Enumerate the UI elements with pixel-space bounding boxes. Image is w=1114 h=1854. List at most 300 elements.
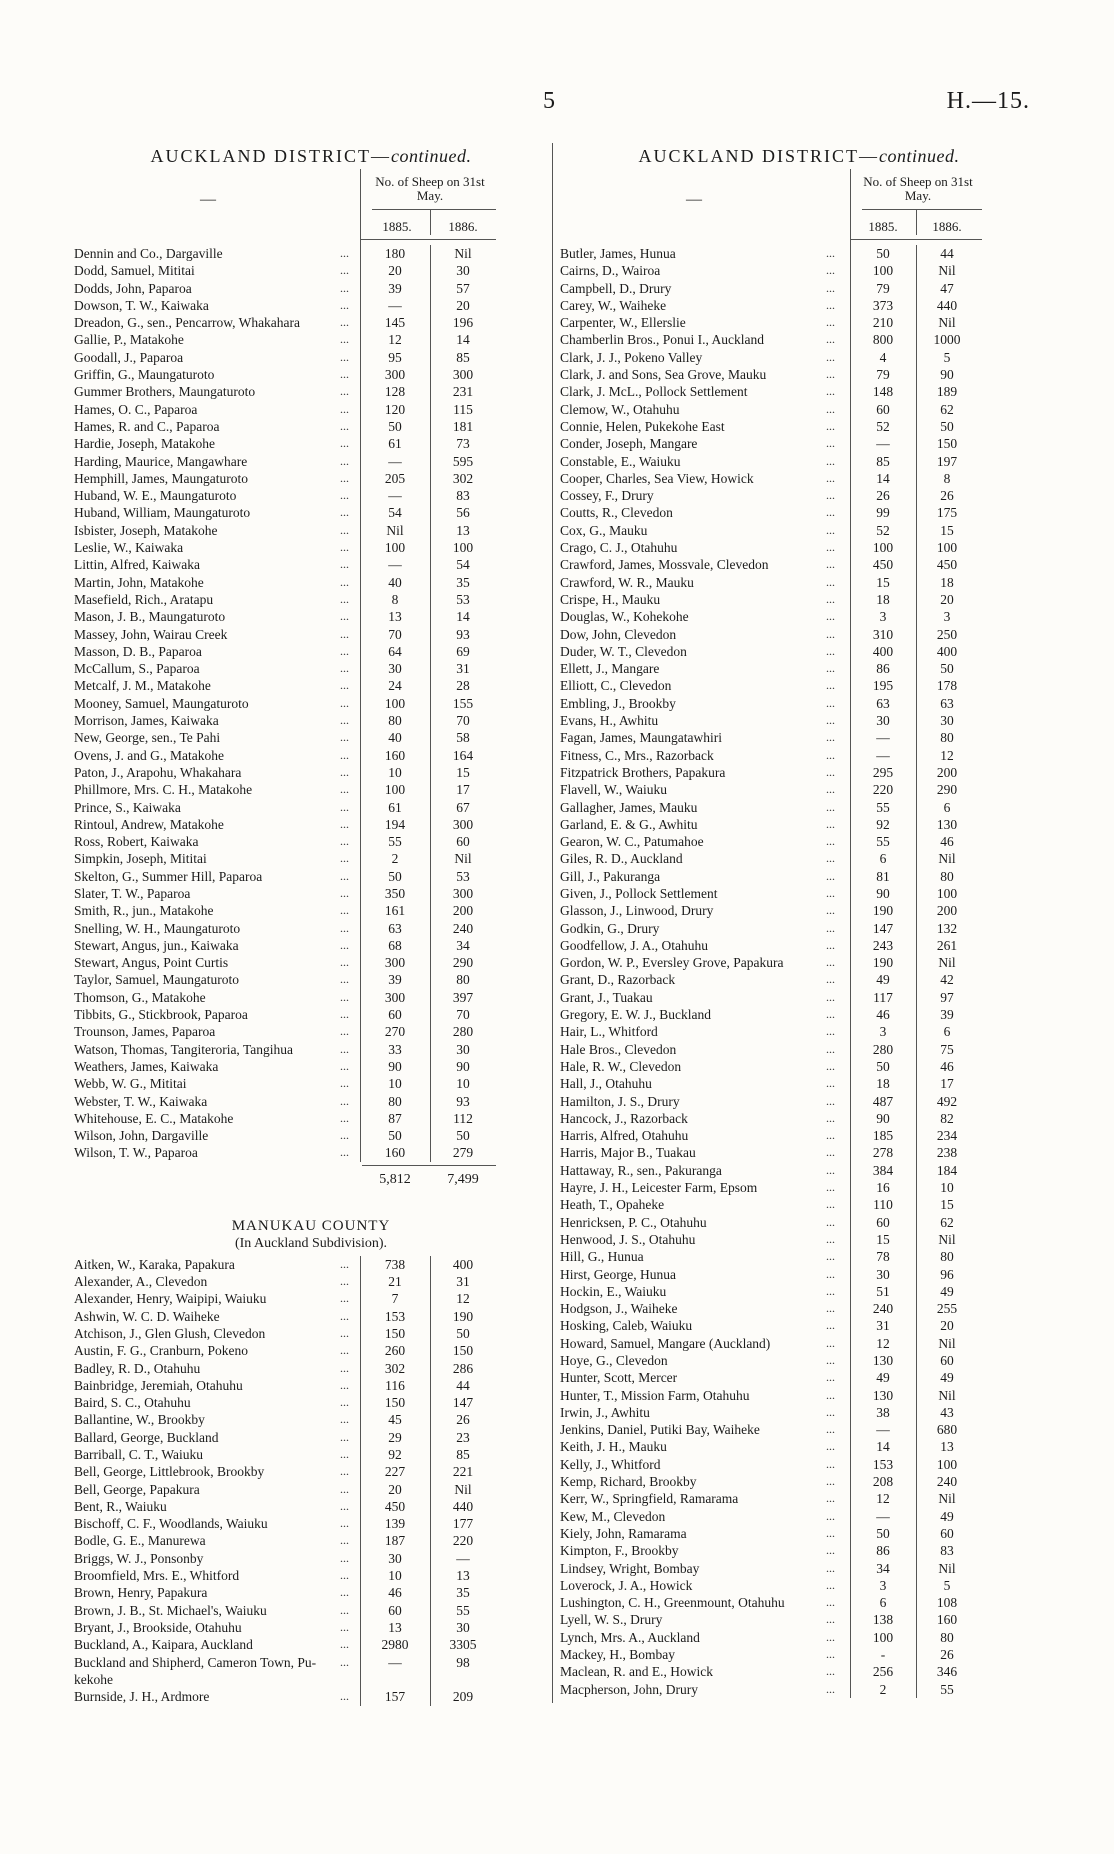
sheep-1885: 240: [872, 1301, 894, 1317]
sheep-1885: 14: [876, 470, 890, 486]
sheep-1885: 161: [384, 903, 406, 919]
leader-dots: ...: [826, 695, 835, 710]
leader-dots: ...: [826, 1560, 835, 1575]
sheep-1886: 302: [452, 470, 474, 486]
sheep-1886: 49: [940, 1370, 954, 1386]
owner-name: Weathers, James, Kaiwaka: [74, 1058, 219, 1074]
owner-name: Gordon, W. P., Eversley Grove, Papakura: [560, 955, 784, 971]
leader-dots: ...: [826, 505, 835, 520]
leader-dots: ...: [340, 1498, 349, 1513]
sheep-1886: 10: [456, 1076, 470, 1092]
totals-row: [74, 1162, 548, 1194]
owner-name: Goodfellow, J. A., Otahuhu: [560, 937, 708, 953]
sheep-1886: 30: [456, 263, 470, 279]
owner-name: Clark, J. McL., Pollock Settlement: [560, 384, 748, 400]
sheep-1885: 2: [879, 1681, 887, 1697]
sheep-1886: 28: [456, 678, 470, 694]
leader-dots: ...: [340, 626, 349, 641]
sheep-1886: 17: [456, 782, 470, 798]
sheep-1885: 280: [872, 1041, 894, 1057]
owner-name: Given, J., Pollock Settlement: [560, 885, 718, 901]
sheep-1886: 83: [456, 488, 470, 504]
owner-name: Conder, Joseph, Mangare: [560, 436, 698, 452]
owner-name: Webb, W. G., Mititai: [74, 1076, 187, 1092]
sheep-1886: 15: [940, 522, 954, 538]
right-column: [560, 143, 1038, 1698]
sheep-1885: 243: [872, 937, 894, 953]
leader-dots: ...: [340, 609, 349, 624]
owner-name: Hosking, Caleb, Waiuku: [560, 1318, 693, 1334]
sheep-1885: 90: [388, 1058, 402, 1074]
table-row: [560, 989, 1038, 1006]
owner-name: Taylor, Samuel, Maungaturoto: [74, 972, 239, 988]
sheep-1886: 178: [936, 678, 958, 694]
sheep-1886: 115: [453, 401, 473, 417]
leader-dots: ...: [826, 522, 835, 537]
sheep-1886: 279: [452, 1145, 474, 1161]
sheep-1885: —: [876, 1422, 890, 1438]
sheep-1886: 53: [456, 868, 470, 884]
owner-name: Whitehouse, E. C., Matakohe: [74, 1110, 234, 1126]
sheep-1886: 20: [456, 297, 470, 313]
header-left-border: [360, 169, 361, 245]
table-row: [560, 971, 1038, 988]
table-row: [560, 1058, 1038, 1075]
table-row: [560, 401, 1038, 418]
owner-name: Aitken, W., Karaka, Papakura: [74, 1256, 235, 1272]
sheep-1885: 60: [876, 401, 890, 417]
table-row: [560, 833, 1038, 850]
owner-name: Crispe, H., Mauku: [560, 591, 661, 607]
table-row: [560, 1248, 1038, 1265]
leader-dots: ...: [826, 1647, 835, 1662]
owner-name: Hoye, G., Clevedon: [560, 1353, 668, 1368]
sheep-1886: 46: [940, 1058, 954, 1074]
sheep-1886: 100: [936, 885, 958, 901]
sheep-1886: 56: [456, 505, 470, 521]
leader-dots: ...: [340, 1550, 349, 1565]
sheep-1885: —: [388, 557, 402, 573]
owner-name: Bell, George, Papakura: [74, 1481, 200, 1497]
table-row: [74, 1515, 548, 1532]
table-row: [560, 712, 1038, 729]
leader-dots: ...: [826, 1422, 835, 1437]
sheep-1885: 800: [872, 332, 894, 348]
sheep-1885: 90: [876, 1110, 890, 1126]
table-row: [74, 1041, 548, 1058]
count-title: No. of Sheep on 31st May.: [863, 174, 973, 203]
owner-name: Briggs, W. J., Ponsonby: [74, 1550, 204, 1566]
owner-name: Ashwin, W. C. D. Waiheke: [74, 1308, 220, 1324]
sheep-1886: Nil: [454, 1481, 472, 1497]
table-row: [74, 833, 548, 850]
leader-dots: ...: [340, 1619, 349, 1634]
leader-dots: ...: [826, 747, 835, 762]
sheep-1885: 51: [876, 1283, 890, 1299]
leader-dots: ...: [340, 1291, 349, 1306]
leader-dots: ...: [340, 713, 349, 728]
name-column-header: —: [686, 191, 702, 208]
sheep-1885: 153: [384, 1308, 406, 1324]
table-row: [74, 1394, 548, 1411]
owner-name: Chamberlin Bros., Ponui I., Auckland: [560, 332, 764, 348]
sheep-1885: 270: [384, 1024, 406, 1040]
leader-dots: ...: [826, 436, 835, 451]
owner-name: Constable, E., Waiuku: [560, 453, 681, 469]
leader-dots: ...: [826, 1456, 835, 1471]
sheep-1886: 6: [943, 799, 951, 815]
owner-name: Loverock, J. A., Howick: [560, 1577, 693, 1593]
sheep-1885: 148: [872, 384, 894, 400]
table-row: [560, 1110, 1038, 1127]
leader-dots: ...: [826, 1110, 835, 1125]
owner-name: Glasson, J., Linwood, Drury: [560, 903, 714, 919]
owner-name: Garland, E. & G., Awhitu: [560, 816, 698, 832]
sheep-1886: 255: [936, 1301, 958, 1317]
sheep-1885: 130: [872, 1387, 894, 1403]
sheep-1886: 492: [936, 1093, 958, 1109]
leader-dots: ...: [826, 1024, 835, 1039]
sheep-1886: 93: [456, 1093, 470, 1109]
table-row: [560, 626, 1038, 643]
owner-name: Henricksen, P. C., Otahuhu: [560, 1214, 707, 1230]
table-row: [74, 1567, 548, 1584]
sheep-1886: 14: [456, 332, 470, 348]
sheep-1885: 30: [876, 713, 890, 729]
sheep-1886: 160: [936, 1612, 958, 1628]
sheep-1886: 100: [936, 1456, 958, 1472]
owner-name: Ross, Robert, Kaiwaka: [74, 834, 199, 850]
sheep-1886: 44: [456, 1377, 470, 1393]
sheep-1885: —: [876, 730, 890, 746]
owner-name: Giles, R. D., Auckland: [560, 851, 683, 867]
table-row: [74, 453, 548, 470]
leader-dots: ...: [826, 332, 835, 347]
table-row: [74, 487, 548, 504]
table-row: [74, 366, 548, 383]
sheep-1885: 260: [384, 1343, 406, 1359]
owner-name: Atchison, J., Glen Glush, Clevedon: [74, 1325, 266, 1341]
sheep-1886: 17: [940, 1076, 954, 1092]
sheep-1885: 50: [388, 868, 402, 884]
table-row: [74, 971, 548, 988]
sheep-1886: 54: [456, 557, 470, 573]
leader-dots: ...: [826, 367, 835, 382]
owner-name: Morrison, James, Kaiwaka: [74, 713, 219, 729]
owner-name: Bischoff, C. F., Woodlands, Waiuku: [74, 1516, 268, 1532]
table-row: [560, 297, 1038, 314]
column-rule: [430, 245, 431, 1162]
sheep-1885: 2980: [381, 1637, 409, 1653]
sheep-1886: 30: [456, 1619, 470, 1635]
owner-name: Cairns, D., Wairoa: [560, 263, 661, 279]
sheep-1886: Nil: [938, 851, 956, 867]
leader-dots: ...: [826, 1508, 835, 1523]
sheep-1886: 150: [936, 436, 958, 452]
leader-dots: ...: [826, 1249, 835, 1264]
sheep-1885: 157: [384, 1689, 406, 1705]
table-row: [74, 626, 548, 643]
sheep-1886: 261: [936, 937, 958, 953]
table-row: [560, 1006, 1038, 1023]
year-1885-header: 1885.: [382, 219, 412, 234]
sheep-1886: 42: [940, 972, 954, 988]
owner-name: Fitness, C., Mrs., Razorback: [560, 747, 714, 763]
sheep-1885: 39: [388, 972, 402, 988]
table-row: [74, 418, 548, 435]
sheep-1886: 132: [936, 920, 958, 936]
leader-dots: ...: [340, 1325, 349, 1340]
sheep-1885: -: [880, 1647, 886, 1663]
leader-dots: ...: [340, 643, 349, 658]
table-row: [560, 850, 1038, 867]
leader-dots: ...: [826, 885, 835, 900]
owner-name: Huband, W. E., Maungaturoto: [74, 488, 237, 504]
name-column-header: —: [200, 191, 216, 208]
table-row: [74, 1342, 548, 1359]
sheep-1886: 234: [936, 1128, 958, 1144]
leader-dots: ...: [340, 1128, 349, 1143]
table-row: [74, 280, 548, 297]
table-row: [560, 1075, 1038, 1092]
leader-dots: ...: [340, 799, 349, 814]
sheep-1885: 487: [872, 1093, 894, 1109]
leader-dots: ...: [826, 643, 835, 658]
leader-dots: ...: [826, 1214, 835, 1229]
sheep-1885: —: [876, 436, 890, 452]
sheep-1885: 86: [876, 1543, 890, 1559]
leader-dots: ...: [826, 764, 835, 779]
leader-dots: ...: [340, 1308, 349, 1323]
sheep-1886: 177: [452, 1516, 474, 1532]
sheep-1885: 7: [391, 1291, 399, 1307]
owner-name: Hayre, J. H., Leicester Farm, Epsom: [560, 1180, 758, 1196]
leader-dots: ...: [340, 920, 349, 935]
owner-name: Harris, Alfred, Otahuhu: [560, 1128, 689, 1144]
leader-dots: ...: [826, 453, 835, 468]
sheep-1886: 450: [936, 557, 958, 573]
owner-name: Butler, James, Hunua: [560, 246, 676, 261]
leader-dots: ...: [826, 1007, 835, 1022]
table-row: [560, 504, 1038, 521]
table-row: [74, 435, 548, 452]
leader-dots: ...: [340, 1568, 349, 1583]
leader-dots: ...: [340, 522, 349, 537]
sheep-1885: 3: [879, 609, 887, 625]
sheep-1886: 400: [936, 643, 958, 659]
sheep-1886: Nil: [938, 1491, 956, 1507]
table-row: [560, 1023, 1038, 1040]
sheep-1886: 290: [452, 955, 474, 971]
header-rule: [372, 209, 496, 210]
sheep-1886: 90: [456, 1058, 470, 1074]
table-row: [74, 1481, 548, 1498]
sheep-1886: 30: [456, 1041, 470, 1057]
owner-name: Metcalf, J. M., Matakohe: [74, 678, 211, 694]
header-underline: [360, 239, 496, 240]
table-row: [74, 556, 548, 573]
sheep-1885: 30: [876, 1266, 890, 1282]
leader-dots: ...: [826, 661, 835, 676]
table-row: [74, 574, 548, 591]
sheep-1886: 250: [936, 626, 958, 642]
owner-name: Smith, R., jun., Matakohe: [74, 903, 214, 919]
owner-name: Clark, J. J., Pokeno Valley: [560, 349, 703, 365]
column-rule: [360, 245, 361, 1162]
owner-name: Snelling, W. H., Maungaturoto: [74, 920, 241, 936]
table-row: [560, 1317, 1038, 1334]
sheep-1886: 50: [940, 661, 954, 677]
table-row: [560, 522, 1038, 539]
table-row: [74, 1688, 548, 1705]
sheep-1886: 90: [940, 367, 954, 383]
owner-name: Ellett, J., Mangare: [560, 661, 660, 677]
column-divider: [552, 143, 553, 1703]
table-row: [560, 280, 1038, 297]
sheep-1885: 10: [388, 1076, 402, 1092]
leader-dots: ...: [340, 315, 349, 330]
page-number: 5: [543, 88, 555, 114]
sheep-1886: —: [456, 1550, 470, 1566]
owner-name: Dowson, T. W., Kaiwaka: [74, 297, 209, 313]
sheep-1886: 62: [940, 401, 954, 417]
sheep-1885: 64: [388, 643, 402, 659]
sheep-1886: 47: [940, 280, 954, 296]
leader-dots: ...: [340, 972, 349, 987]
owner-name: Kimpton, F., Brookby: [560, 1543, 679, 1559]
leader-dots: ...: [340, 1602, 349, 1617]
leader-dots: ...: [340, 816, 349, 831]
sheep-1886: 181: [452, 418, 474, 434]
sheep-1885: 46: [876, 1007, 890, 1023]
owner-name: Henwood, J. S., Otahuhu: [560, 1231, 696, 1247]
sheep-1885: 138: [872, 1612, 894, 1628]
table-row: [560, 1266, 1038, 1283]
owner-name: Maclean, R. and E., Howick: [560, 1664, 713, 1680]
leader-dots: ...: [340, 401, 349, 416]
sheep-1885: 50: [876, 1058, 890, 1074]
manukau-entries: [74, 1256, 548, 1706]
leader-dots: ...: [340, 470, 349, 485]
table-row: [74, 1411, 548, 1428]
sheep-1885: 86: [876, 661, 890, 677]
table-row: [560, 937, 1038, 954]
owner-name: Hames, R. and C., Paparoa: [74, 418, 220, 434]
column-rule: [430, 1256, 431, 1706]
leader-dots: ...: [340, 1412, 349, 1427]
table-row: [560, 1577, 1038, 1594]
table-row: [560, 349, 1038, 366]
sheep-1886: 80: [940, 1629, 954, 1645]
owner-name: Elliott, C., Clevedon: [560, 678, 672, 694]
owner-name: Bodle, G. E., Manurewa: [74, 1533, 206, 1549]
table-row: [560, 1681, 1038, 1698]
leader-dots: ...: [826, 1162, 835, 1177]
sheep-1886: 440: [452, 1498, 474, 1514]
owner-name: Isbister, Joseph, Matakohe: [74, 522, 218, 538]
owner-name: Ballantine, W., Brookby: [74, 1412, 205, 1428]
totals-rule: [362, 1165, 496, 1166]
table-row: [560, 643, 1038, 660]
table-row: [74, 1093, 548, 1110]
sheep-1886: 83: [940, 1543, 954, 1559]
table-row: [560, 920, 1038, 937]
table-row: [560, 1387, 1038, 1404]
owner-name: Mooney, Samuel, Maungaturoto: [74, 695, 249, 711]
owner-name: Hockin, E., Waiuku: [560, 1283, 667, 1299]
sheep-1885: 50: [876, 246, 890, 261]
sheep-1885: 100: [872, 1629, 894, 1645]
leader-dots: ...: [340, 418, 349, 433]
sheep-1886: 26: [456, 1412, 470, 1428]
table-row: [560, 574, 1038, 591]
table-row: [560, 1542, 1038, 1559]
table-row: [560, 1231, 1038, 1248]
header-underline: [850, 239, 982, 240]
leader-dots: ...: [340, 678, 349, 693]
sheep-1886: 10: [940, 1180, 954, 1196]
sheep-1885: 54: [388, 505, 402, 521]
sheep-1885: 110: [873, 1197, 893, 1213]
sheep-1886: 35: [456, 574, 470, 590]
owner-name: Bent, R., Waiuku: [74, 1498, 167, 1514]
sheep-1885: —: [388, 488, 402, 504]
leader-dots: ...: [340, 730, 349, 745]
table-row: [560, 453, 1038, 470]
sheep-1886: 280: [452, 1024, 474, 1040]
owner-name: Trounson, James, Paparoa: [74, 1024, 216, 1040]
leader-dots: ...: [340, 955, 349, 970]
table-row: [560, 1404, 1038, 1421]
table-row: [560, 1144, 1038, 1161]
sheep-1885: —: [388, 453, 402, 469]
sheep-1886: 50: [456, 1128, 470, 1144]
right-table-header: [560, 169, 1038, 245]
table-row: [560, 1663, 1038, 1680]
table-row: [74, 1619, 548, 1636]
leader-dots: ...: [826, 972, 835, 987]
sheep-1885: 50: [388, 418, 402, 434]
sheep-1885: 87: [388, 1110, 402, 1126]
leader-dots: ...: [340, 1464, 349, 1479]
table-row: [74, 954, 548, 971]
sheep-1885: 85: [876, 453, 890, 469]
sheep-1885: 40: [388, 574, 402, 590]
sheep-1886: 286: [452, 1360, 474, 1376]
sheep-1885: 99: [876, 505, 890, 521]
sheep-1886: 43: [940, 1404, 954, 1420]
owner-name: kekohe: [74, 1671, 113, 1687]
sheep-1885: 300: [384, 367, 406, 383]
sheep-1885: 29: [388, 1429, 402, 1445]
table-row: [74, 401, 548, 418]
owner-name: Keith, J. H., Mauku: [560, 1439, 667, 1455]
sheep-1885: 450: [384, 1498, 406, 1514]
sheep-1885: 310: [872, 626, 894, 642]
leader-dots: ...: [340, 574, 349, 589]
leader-dots: ...: [340, 1533, 349, 1548]
table-row: [74, 1429, 548, 1446]
sheep-1885: 50: [876, 1525, 890, 1541]
column-rule: [916, 245, 917, 1698]
leader-dots: ...: [826, 488, 835, 503]
owner-name: Hair, L., Whitford: [560, 1024, 658, 1040]
leader-dots: ...: [340, 868, 349, 883]
sheep-1885: 8: [391, 591, 399, 607]
owner-name: Cooper, Charles, Sea View, Howick: [560, 470, 754, 486]
table-row: [560, 1508, 1038, 1525]
table-row: [74, 1360, 548, 1377]
